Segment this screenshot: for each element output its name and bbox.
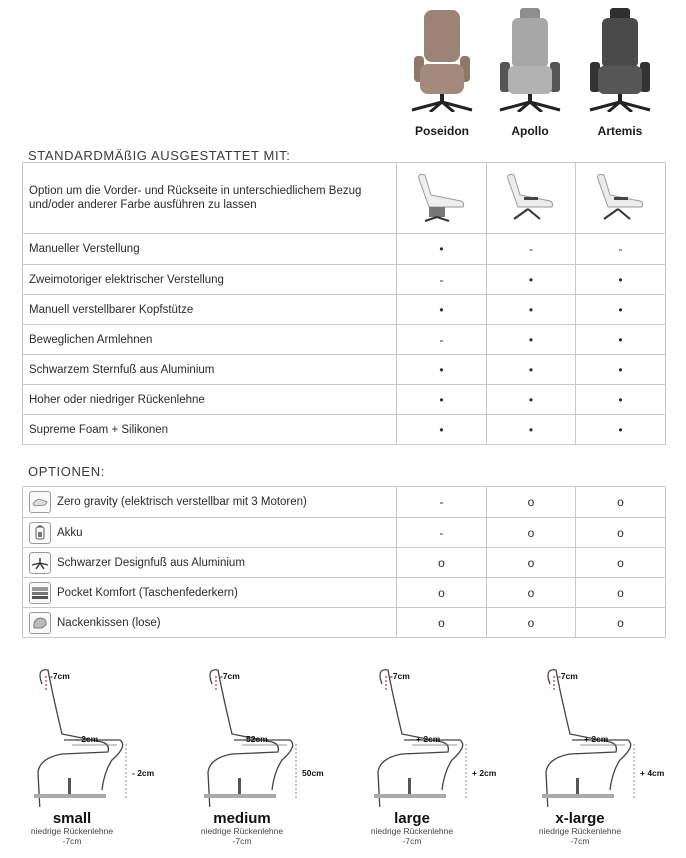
feature-value: • [576, 355, 666, 385]
size-small [22, 662, 172, 846]
feature-value: - [487, 234, 576, 265]
option-value: o [576, 518, 666, 548]
size-x-large-seat-dim: + 2cm [584, 734, 609, 744]
option-label: Akku [57, 526, 83, 539]
feature-label: Supreme Foam + Silikonen [23, 415, 397, 445]
size-medium-label: medium [213, 810, 271, 827]
table-row [23, 163, 666, 234]
size-small-sub [22, 826, 122, 846]
reclined-chair-thumbnail [411, 171, 473, 223]
feature-value: • [397, 385, 487, 415]
feature-value: • [576, 415, 666, 445]
option-value: - [397, 487, 487, 518]
option-value: o [487, 487, 576, 518]
table-row [23, 385, 666, 415]
option-value: o [487, 578, 576, 608]
options-section-title: OPTIONEN: [28, 464, 105, 479]
feature-label: Zweimotoriger elektrischer Verstellung [23, 265, 397, 295]
size-medium-sub [192, 826, 292, 846]
table-row [23, 608, 666, 638]
size-large-seat-dim: + 2cm [416, 734, 441, 744]
size-small-diagram [22, 662, 172, 807]
battery-icon [29, 522, 51, 544]
size-medium-diagram [192, 662, 342, 807]
chair-column-artemis [580, 8, 660, 138]
artemis-chair-image [580, 8, 660, 112]
options-table [22, 486, 666, 638]
size-small-sub-label: niedrige Rückenlehne [30, 826, 114, 836]
feature-label: Option um die Vorder- und Rückseite in unterschiedlichem Bezug und/oder anderer Farbe ausführen zu lassen [23, 163, 397, 234]
table-row [23, 548, 666, 578]
table-row [23, 518, 666, 548]
size-large-sub-label: niedrige Rückenlehne [370, 826, 454, 836]
option-label: Nackenkissen (lose) [57, 616, 161, 629]
size-x-large-label: x-large [555, 810, 605, 827]
option-value: o [487, 518, 576, 548]
feature-label: Beweglichen Armlehnen [23, 325, 397, 355]
size-large-height-dim: + 2cm [472, 768, 497, 778]
size-x-large-sub-dim: -7cm [570, 836, 590, 846]
option-value: o [487, 548, 576, 578]
table-row [23, 234, 666, 265]
feature-value: - [397, 325, 487, 355]
size-medium [192, 662, 342, 846]
pocket-spring-icon [29, 582, 51, 604]
option-value: - [397, 518, 487, 548]
size-x-large-sub [530, 826, 630, 846]
table-row [23, 325, 666, 355]
size-large-head-dim: -7cm [390, 671, 410, 681]
option-label: Pocket Komfort (Taschenfederkern) [57, 586, 238, 599]
feature-value: • [397, 295, 487, 325]
option-value: o [576, 487, 666, 518]
feature-value: • [487, 415, 576, 445]
table-row [23, 355, 666, 385]
size-small-sub-dim: -7cm [62, 836, 82, 846]
option-value: o [487, 608, 576, 638]
option-label: Zero gravity (elektrisch verstellbar mit 3 Motoren) [57, 496, 307, 509]
size-small-height-dim: - 2cm [132, 768, 155, 778]
option-value: o [576, 548, 666, 578]
feature-label: Manueller Verstellung [23, 234, 397, 265]
chair-column-poseidon [402, 8, 482, 138]
option-label: Schwarzer Designfuß aus Aluminium [57, 556, 245, 569]
size-small-seat-dim: - 2cm [76, 734, 99, 744]
chair-name-apollo: Apollo [511, 124, 549, 138]
option-value: o [576, 608, 666, 638]
size-small-label: small [52, 810, 92, 827]
feature-label: Hoher oder niedriger Rückenlehne [23, 385, 397, 415]
size-x-large-sub-label: niedrige Rückenlehne [538, 826, 622, 836]
table-row [23, 295, 666, 325]
size-medium-height-dim: 50cm [302, 768, 324, 778]
feature-value: • [487, 295, 576, 325]
feature-value: - [397, 265, 487, 295]
chair-column-apollo [490, 8, 570, 138]
option-value: o [397, 578, 487, 608]
size-medium-sub-label: niedrige Rückenlehne [200, 826, 284, 836]
feature-value: - [576, 234, 666, 265]
standard-section-title: STANDARDMÄßIG AUSGESTATTET MIT: [28, 148, 291, 163]
table-row [23, 415, 666, 445]
feature-label: Schwarzem Sternfuß aus Aluminium [23, 355, 397, 385]
size-large-sub [362, 826, 462, 846]
size-large-label: large [394, 810, 430, 827]
chair-name-artemis: Artemis [597, 124, 643, 138]
feature-value: • [576, 265, 666, 295]
size-x-large [530, 662, 680, 846]
apollo-chair-image [490, 8, 570, 112]
feature-value: • [397, 415, 487, 445]
table-row [23, 578, 666, 608]
feature-value: • [487, 265, 576, 295]
table-row [23, 487, 666, 518]
size-medium-head-dim: -7cm [220, 671, 240, 681]
option-value: o [576, 578, 666, 608]
feature-value: • [487, 325, 576, 355]
reclined-chair-thumbnail [590, 171, 652, 223]
size-large [362, 662, 512, 846]
size-medium-seat-dim: 52cm [246, 734, 268, 744]
table-row [23, 265, 666, 295]
size-large-diagram [362, 662, 512, 807]
size-large-sub-dim: -7cm [402, 836, 422, 846]
neck-pillow-icon [29, 612, 51, 634]
chair-name-poseidon: Poseidon [414, 124, 469, 138]
option-value: o [397, 548, 487, 578]
size-small-head-dim: -7cm [50, 671, 70, 681]
size-medium-sub-dim: -7cm [232, 836, 252, 846]
feature-value: • [576, 325, 666, 355]
standard-features-table [22, 162, 666, 445]
reclined-chair-thumbnail [500, 171, 562, 223]
size-x-large-diagram [530, 662, 680, 807]
feature-value: • [397, 355, 487, 385]
feature-label: Manuell verstellbarer Kopfstütze [23, 295, 397, 325]
poseidon-chair-image [402, 8, 482, 112]
feature-value: • [397, 234, 487, 265]
size-x-large-height-dim: + 4cm [640, 768, 665, 778]
feature-value: • [576, 385, 666, 415]
feature-value: • [487, 385, 576, 415]
star-base-icon [29, 552, 51, 574]
size-x-large-head-dim: -7cm [558, 671, 578, 681]
feature-value: • [487, 355, 576, 385]
option-value: o [397, 608, 487, 638]
zero-gravity-icon [29, 491, 51, 513]
feature-value: • [576, 295, 666, 325]
